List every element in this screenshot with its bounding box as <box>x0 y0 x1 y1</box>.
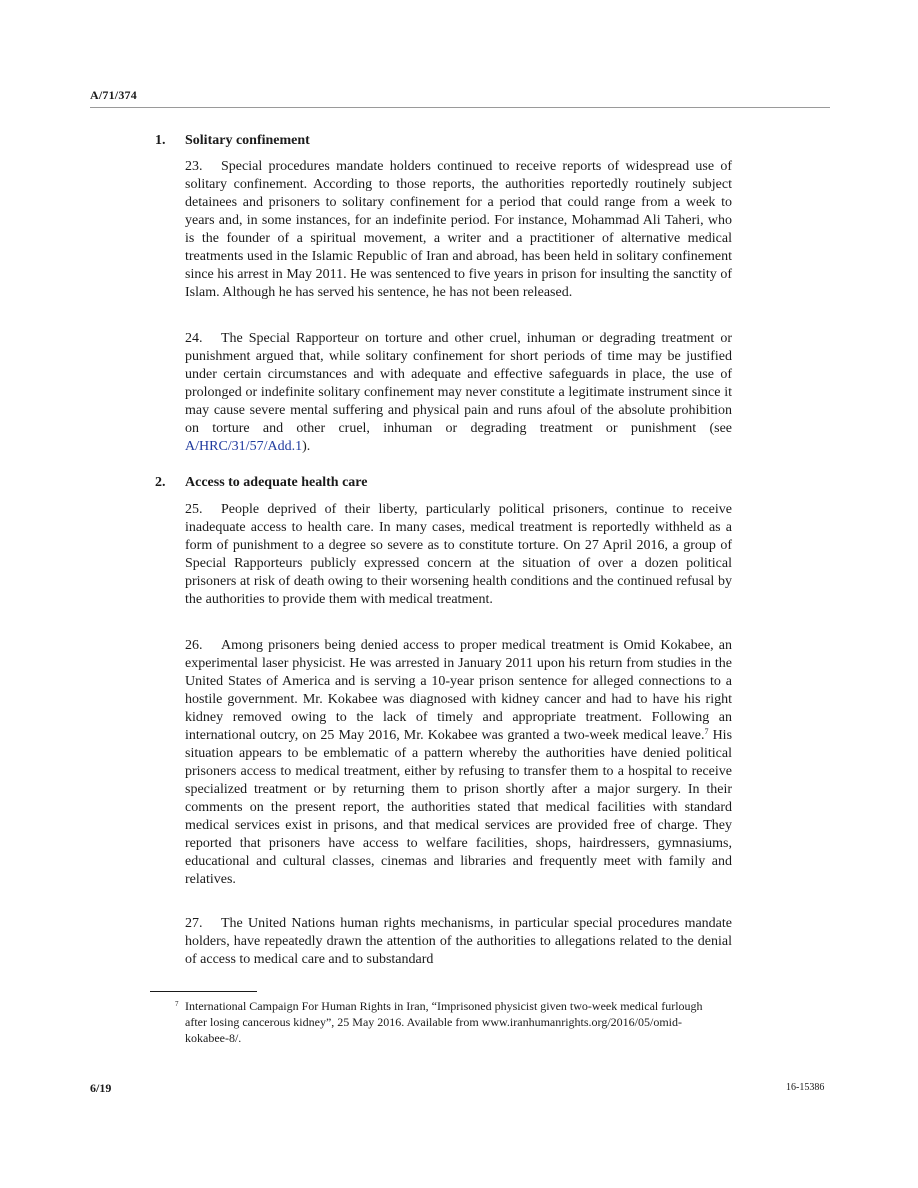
paragraph-number: 24. <box>185 331 203 346</box>
header-divider <box>90 107 830 108</box>
page-number: 6/19 <box>90 1081 112 1095</box>
paragraph-number: 27. <box>185 916 203 931</box>
paragraph-25 <box>185 501 732 609</box>
section-number: 2. <box>155 475 166 490</box>
paragraph-26 <box>185 637 732 889</box>
paragraph-text: The Special Rapporteur on torture and other cruel, inhuman or degrading treatment or punishment argued that, while solitary confinement for short periods of time may be justified under certain circumstances and with adequate and effective safeguards in place, the use of prolonged or indefinite solitary confinement may never constitute a legitimate instrument since it may cause severe mental suffering and physical pain and runs afoul of the absolute prohibition on torture and other cruel, inhuman or degrading treatment or punishment (see <box>185 331 732 436</box>
section-title: Access to adequate health care <box>185 475 368 490</box>
section-number: 1. <box>155 133 166 148</box>
footnote-divider <box>150 991 257 992</box>
paragraph-23 <box>185 158 732 302</box>
paragraph-27 <box>185 915 732 969</box>
paragraph-number: 23. <box>185 159 203 174</box>
paragraph-text: Special procedures mandate holders continued to receive reports of widespread use of solitary confinement. According to those reports, the authorities reportedly routinely subject detainees and prisoners to solitary confinement for a period that could range from a week to years and, in some instances, for an indefinite period. For instance, Mohammad Ali Taheri, who is the founder of a spiritual movement, a writer and a practitioner of alternative medical treatments used in the Islamic Republic of Iran and abroad, has been held in solitary confinement since his arrest in May 2011. He was sentenced to five years in prison for insulting the sanctity of Islam. Although he has served his sentence, he has not been released. <box>185 159 732 300</box>
paragraph-text: People deprived of their liberty, particularly political prisoners, continue to receive inadequate access to health care. In many cases, medical treatment is reportedly withheld as a form of punishment to a degree so severe as to constitute torture. On 27 April 2016, a group of Special Rapporteurs publicly expressed concern at the situation of over a dozen political prisoners at risk of death owing to their worsening health conditions and the continued refusal by the authorities to provide them with medical treatment. <box>185 502 732 607</box>
paragraph-text: The United Nations human rights mechanisms, in particular special procedures mandate holders, have repeatedly drawn the attention of the authorities to allegations related to the denial of access to medical care and to substandard <box>185 916 732 967</box>
paragraph-number: 26. <box>185 638 203 653</box>
paragraph-number: 25. <box>185 502 203 517</box>
paragraph-text: Among prisoners being denied access to proper medical treatment is Omid Kokabee, an experimental laser physicist. He was arrested in January 2011 upon his return from studies in the United States of America and is serving a 10-year prison sentence for alleged connections to a hostile government. Mr. Kokabee was diagnosed with kidney cancer and had to have his right kidney removed owing to the lack of timely and appropriate treatment. Following an international outcry, on 25 May 2016, Mr. Kokabee was granted a two-week medical leave. <box>185 638 732 743</box>
footnote-text: International Campaign For Human Rights in Iran, “Imprisoned physicist given two-week medical furlough after losing cancerous kidney”, 25 May 2016. Available from www.iranhumanrights.org/2016/05/omid-kokabee-8/. <box>185 999 703 1045</box>
paragraph-text-continued: His situation appears to be emblematic of a pattern whereby the authorities have denied political prisoners access to medical treatment, either by refusing to transfer them to a hospital to receive specialized treatment or by returning them to prison shortly after a major surgery. In their comments on the present report, the authorities stated that medical facilities with standard medical services exist in prisons, and that medical services are provided free of charge. They reported that prisoners have access to welfare facilities, shops, hairdressers, gymnasiums, educational and cultural classes, cinemas and libraries and frequently meet with family and relatives. <box>185 728 733 887</box>
document-symbol: A/71/374 <box>90 88 137 102</box>
footnote-reference[interactable]: 7 <box>704 727 709 736</box>
paragraph-text-end: ). <box>302 439 311 454</box>
document-link[interactable]: A/HRC/31/57/Add.1 <box>185 439 303 454</box>
footnote <box>175 998 715 1046</box>
section-title: Solitary confinement <box>185 133 310 148</box>
paragraph-24 <box>185 330 732 456</box>
section-heading-solitary <box>155 132 310 150</box>
footnote-mark: 7 <box>175 1000 179 1008</box>
document-code: 16-15386 <box>786 1082 825 1093</box>
section-heading-health-care <box>155 474 368 492</box>
